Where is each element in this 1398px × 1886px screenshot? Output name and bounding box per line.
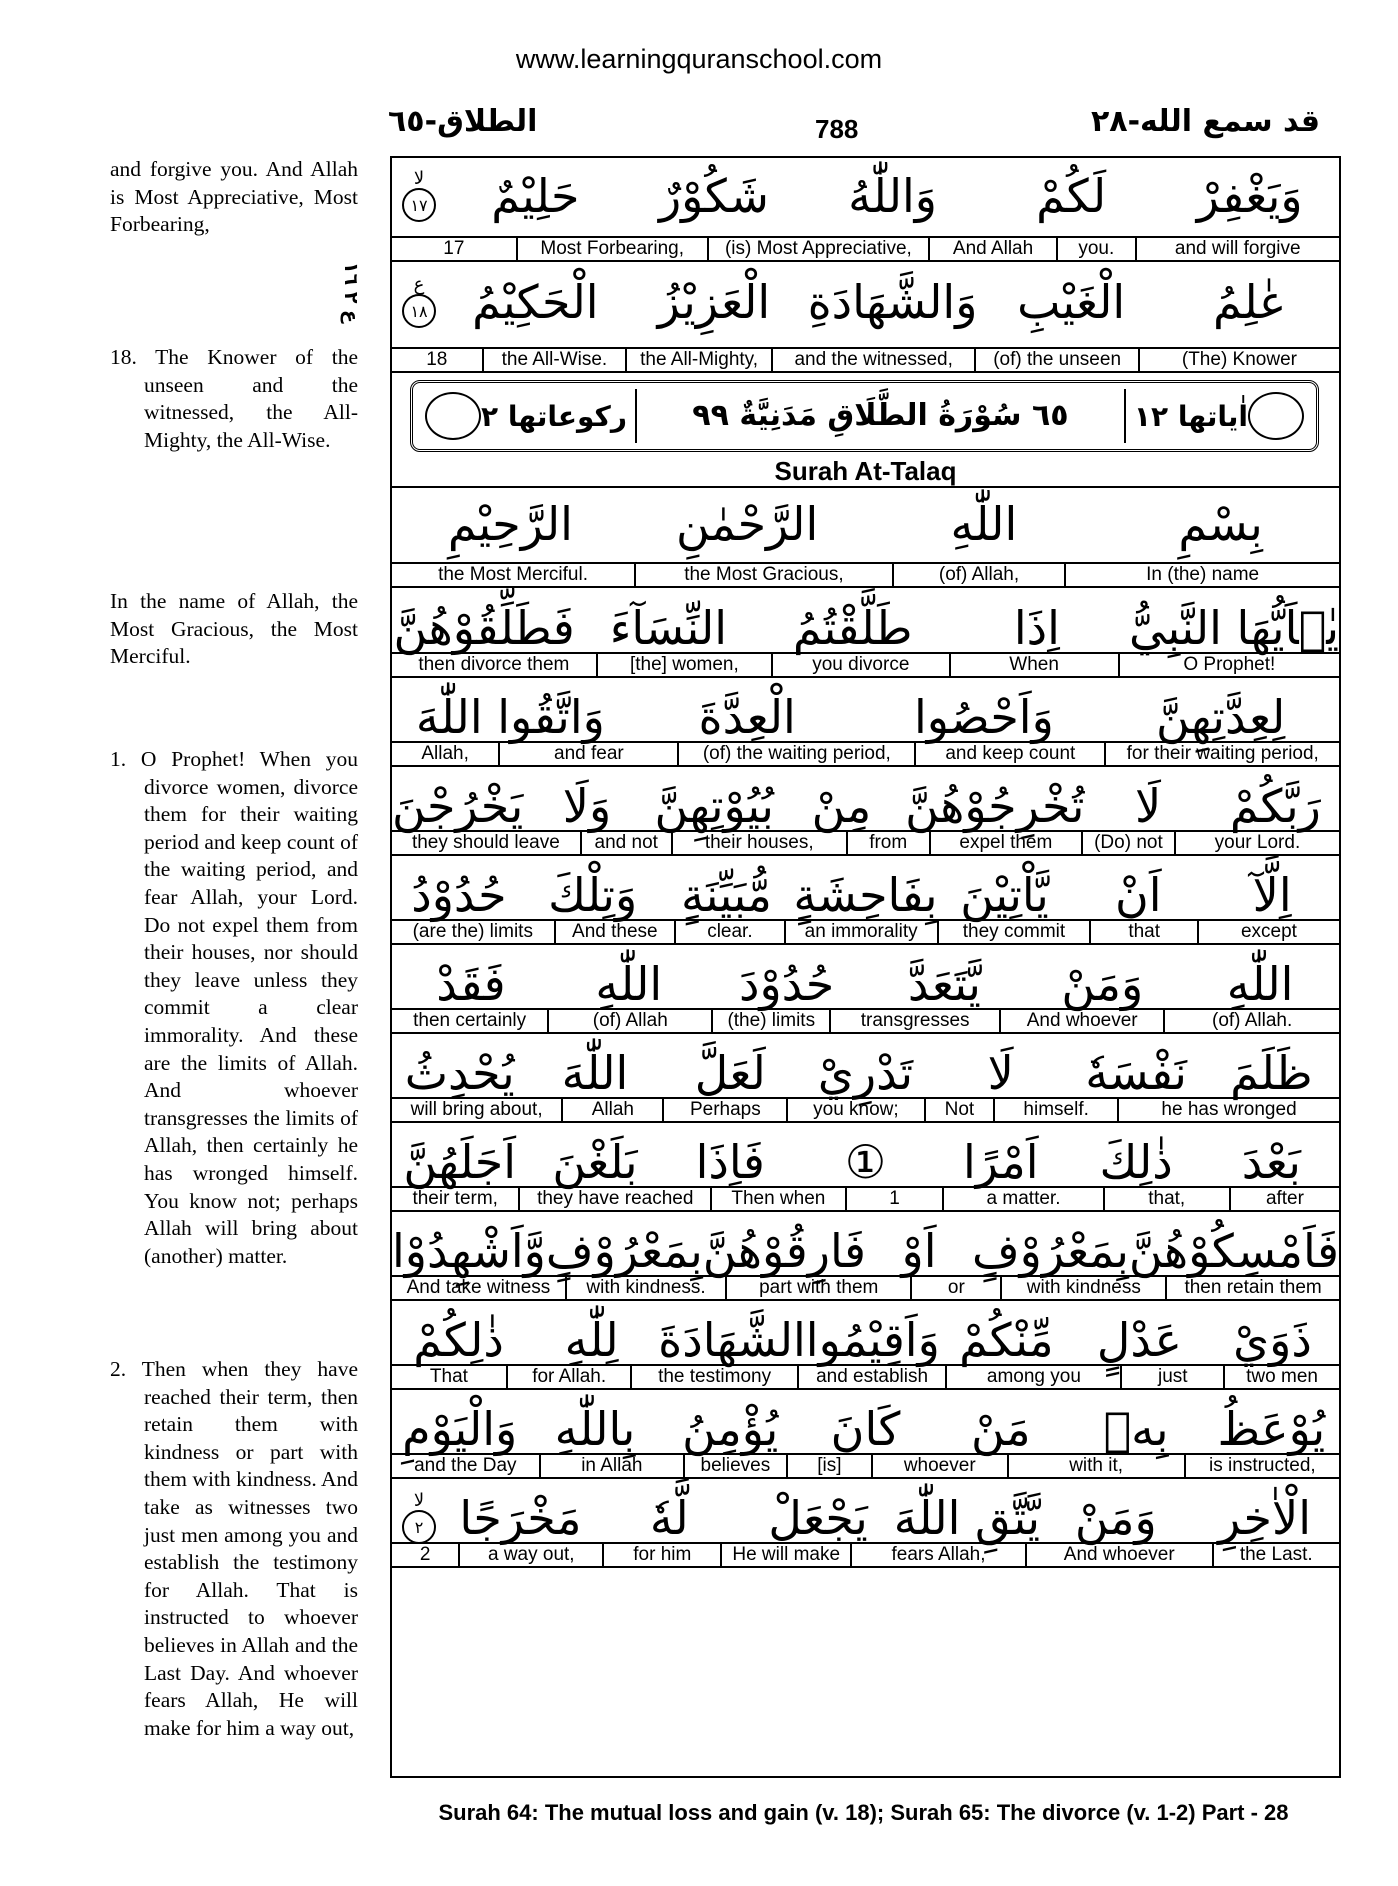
stop-sign: لا bbox=[413, 1490, 425, 1511]
arabic-word: اَنْ bbox=[1115, 868, 1162, 922]
english-gloss-row bbox=[392, 652, 1339, 678]
verse-number-circle-icon: ٢ bbox=[402, 1510, 436, 1544]
arabic-word: بِهٖ bbox=[1103, 1402, 1169, 1456]
english-gloss: and the witnessed, bbox=[771, 349, 974, 371]
english-gloss: O Prophet! bbox=[1118, 654, 1339, 676]
english-gloss: 1 bbox=[845, 1188, 943, 1210]
stop-sign: لا bbox=[413, 168, 425, 189]
english-gloss: [the] women, bbox=[596, 654, 771, 676]
english-gloss: you know; bbox=[786, 1099, 923, 1121]
english-gloss-row bbox=[392, 830, 1339, 856]
english-gloss: that, bbox=[1103, 1188, 1229, 1210]
banner-surah-title: ٦٥ سُوْرَةُ الطَّلَاقِ مَدَنِيَّةٌ ٩٩ bbox=[635, 389, 1126, 443]
english-gloss: whoever bbox=[871, 1455, 1007, 1477]
arabic-word: لَعَلَّ bbox=[694, 1046, 766, 1100]
english-gloss: Then when bbox=[710, 1188, 845, 1210]
arabic-word: الرَّحِيْمِ bbox=[447, 497, 573, 551]
header-surah: الطلاق-٦٥ bbox=[388, 104, 538, 139]
arabic-word: يُؤْمِنُ bbox=[682, 1402, 779, 1456]
arabic-word: ذٰلِكُمْ bbox=[413, 1313, 504, 1367]
surah-banner bbox=[410, 380, 1319, 452]
translation-para: 2. Then when they have reached their term, then retain them with kindness or part with them with kindness. And take as witnesses two just men among you and establish the testimony for Allah. That is instructed to whoever believes in Allah and the Last Day. And whoever fears Allah, He will make for him a way out, bbox=[110, 1357, 358, 1740]
arabic-word: بَلَغْنَ bbox=[552, 1135, 638, 1189]
ornament-right-icon bbox=[1248, 392, 1304, 440]
english-gloss: Most Forbearing, bbox=[516, 238, 707, 260]
english-gloss-row bbox=[392, 1008, 1339, 1034]
english-gloss: expel them bbox=[929, 832, 1081, 854]
arabic-word: شَكُوْرٌ bbox=[658, 169, 769, 223]
english-gloss: the testimony bbox=[630, 1366, 796, 1388]
english-gloss: believes bbox=[683, 1455, 786, 1477]
english-gloss: and establish bbox=[797, 1366, 946, 1388]
arabic-word: اللّٰهَ bbox=[561, 1046, 629, 1100]
arabic-row bbox=[392, 488, 1339, 560]
arabic-word: يٰۤاَيُّهَا النَّبِيُّ bbox=[1129, 601, 1339, 655]
arabic-word: مَخْرَجًا bbox=[459, 1491, 582, 1545]
translation-para: 1. O Prophet! When you divorce women, divorce them for their waiting period and keep count of the waiting period, and fear Allah, your Lord. Do not expel them from their houses, nor should they leave unless they commit a clear immorality. And these are the limits of Allah. And whoever transgresses the limits of Allah, then certainly he has wronged himself. You know not; perhaps Allah will bring about (another) matter. bbox=[110, 747, 358, 1268]
arabic-word: يَخْرُجْنَ bbox=[391, 779, 524, 833]
arabic-word: وَاَحْصُوا bbox=[913, 690, 1054, 744]
english-gloss: then certainly bbox=[413, 1010, 527, 1031]
arabic-word: الْعِدَّةَ bbox=[698, 690, 796, 744]
english-gloss: a way out, bbox=[458, 1544, 602, 1566]
arabic-word: وَيَغْفِرْ bbox=[1196, 169, 1303, 223]
english-gloss: your Lord. bbox=[1174, 832, 1339, 854]
arabic-word: الرَّحْمٰنِ bbox=[676, 497, 819, 551]
arabic-word: رَبَّكُمْ bbox=[1229, 779, 1321, 833]
english-gloss: will bring about, bbox=[410, 1099, 543, 1120]
english-gloss: and keep count bbox=[914, 743, 1104, 765]
arabic-word: النِّسَآءَ bbox=[609, 601, 728, 655]
english-gloss: they commit bbox=[937, 921, 1090, 943]
english-gloss: (of) Allah. bbox=[1163, 1010, 1339, 1032]
arabic-word: مُّبَيِّنَةٍ bbox=[681, 868, 772, 922]
english-gloss: And take witness bbox=[406, 1277, 551, 1298]
arabic-word: وَالْيَوْمِ bbox=[402, 1402, 518, 1456]
arabic-row bbox=[392, 160, 1339, 232]
arabic-word: فَقَدْ bbox=[436, 957, 506, 1011]
english-gloss: Not bbox=[924, 1099, 994, 1121]
arabic-word: وَمَنْ bbox=[1061, 957, 1144, 1011]
english-gloss: (Do) not bbox=[1081, 832, 1174, 854]
english-gloss: and fear bbox=[498, 743, 677, 765]
arabic-word: بُيُوْتِهِنَّ bbox=[654, 779, 774, 833]
translation-para: and forgive you. And Allah is Most Appreciative, Most Forbearing, bbox=[110, 157, 358, 237]
arabic-word: لِلّٰهِ bbox=[564, 1313, 619, 1367]
english-gloss: and the Day bbox=[414, 1455, 517, 1476]
arabic-word: الْاٰخِرِ bbox=[1218, 1491, 1311, 1545]
arabic-word: اِلَّآ bbox=[1252, 868, 1292, 922]
english-gloss-row bbox=[392, 236, 1339, 262]
english-gloss: or bbox=[910, 1277, 1000, 1299]
english-gloss: (of) the waiting period, bbox=[677, 743, 914, 765]
english-gloss: 18 bbox=[426, 349, 448, 370]
arabic-word: حَلِيْمٌ bbox=[491, 169, 580, 223]
arabic-word: تَدْرِيْ bbox=[817, 1046, 914, 1100]
english-gloss: the Most Gracious, bbox=[634, 564, 892, 586]
english-gloss: And these bbox=[554, 921, 674, 943]
arabic-word: بِاللّٰهِ bbox=[554, 1402, 636, 1456]
arabic-word: وَّاَشْهِدُوْا bbox=[392, 1224, 546, 1278]
verse-number-circle-icon: ١٧ bbox=[402, 188, 436, 222]
english-gloss: you divorce bbox=[771, 654, 948, 676]
arabic-word: اللّٰهِ bbox=[595, 957, 663, 1011]
english-gloss: (of) the unseen bbox=[974, 349, 1138, 371]
english-gloss: you. bbox=[1056, 238, 1134, 260]
banner-ayat-count: اٰياتها ١٢ bbox=[1133, 399, 1248, 433]
english-gloss: except bbox=[1197, 921, 1339, 943]
arabic-word: فَطَلِّقُوْهُنَّ bbox=[393, 601, 575, 655]
arabic-word: اَجَلَهُنَّ bbox=[403, 1135, 516, 1189]
arabic-word: ذَوَيْ bbox=[1233, 1313, 1312, 1367]
verse-end-marker bbox=[392, 170, 446, 222]
arabic-word: لَكُمْ bbox=[1036, 169, 1107, 223]
header-juz: قد سمع الله-٢٨ bbox=[1090, 104, 1320, 139]
arabic-word: يَّاْتِيْنَ bbox=[960, 868, 1049, 922]
arabic-word: وَتِلْكَ bbox=[548, 868, 638, 922]
arabic-word: ① bbox=[844, 1135, 887, 1189]
english-gloss: Allah bbox=[561, 1099, 662, 1121]
english-gloss-row bbox=[392, 562, 1339, 588]
surah-name: Surah At-Talaq bbox=[392, 456, 1339, 488]
english-gloss: and not bbox=[580, 832, 671, 854]
arabic-word: فَاَمْسِكُوْهُنَّ bbox=[1128, 1224, 1339, 1278]
arabic-word: بِمَعْرُوْفٍ bbox=[545, 1224, 703, 1278]
english-gloss: and will forgive bbox=[1135, 238, 1339, 260]
english-gloss: part with them bbox=[725, 1277, 910, 1299]
arabic-word: بَعْدَ bbox=[1241, 1135, 1301, 1189]
english-gloss: after bbox=[1229, 1188, 1339, 1210]
english-gloss: just bbox=[1120, 1366, 1223, 1388]
verse-end-marker bbox=[392, 276, 446, 328]
english-gloss: Allah, bbox=[421, 743, 469, 764]
translation-para: 18. The Knower of the unseen and the witnessed, the All-Mighty, the All-Wise. bbox=[110, 345, 358, 452]
ornament-left-icon bbox=[425, 392, 481, 440]
arabic-word: عٰلِمُ bbox=[1213, 275, 1287, 329]
arabic-word: حُدُوْدَ bbox=[738, 957, 835, 1011]
arabic-word: مِّنْكُمْ bbox=[959, 1313, 1054, 1367]
english-gloss: their term, bbox=[412, 1188, 498, 1209]
english-gloss: clear. bbox=[674, 921, 784, 943]
arabic-word: يَّتَّقِ اللّٰهَ bbox=[893, 1491, 1041, 1545]
english-gloss: (are the) limits bbox=[412, 921, 533, 942]
english-gloss: with it, bbox=[1007, 1455, 1184, 1477]
arabic-word: وَاتَّقُوا اللّٰهَ bbox=[415, 690, 605, 744]
arabic-word: الْعَزِيْزُ bbox=[657, 275, 771, 329]
arabic-word: وَمَنْ bbox=[1074, 1491, 1157, 1545]
english-gloss: among you bbox=[945, 1366, 1120, 1388]
english-gloss-row bbox=[392, 919, 1339, 945]
arabic-word: اَوْ bbox=[901, 1224, 937, 1278]
english-gloss: And whoever bbox=[999, 1010, 1163, 1032]
arabic-word: تُخْرِجُوْهُنَّ bbox=[905, 779, 1085, 833]
arabic-word: وَاَقِيْمُوا bbox=[805, 1313, 940, 1367]
english-gloss: then divorce them bbox=[418, 654, 570, 675]
english-gloss: And whoever bbox=[1025, 1544, 1212, 1566]
english-gloss: the All-Mighty, bbox=[625, 349, 771, 371]
english-gloss: [is] bbox=[786, 1455, 871, 1477]
english-gloss-row bbox=[392, 1275, 1339, 1301]
english-gloss: (is) Most Appreciative, bbox=[707, 238, 928, 260]
arabic-word: حُدُوْدُ bbox=[411, 868, 507, 922]
arabic-word: وَاللّٰهُ bbox=[848, 169, 937, 223]
arabic-word: وَالشَّهَادَةِ bbox=[807, 275, 978, 329]
english-gloss: for their waiting period, bbox=[1104, 743, 1339, 765]
arabic-word: اَمْرًا bbox=[963, 1135, 1039, 1189]
english-gloss: (of) Allah, bbox=[892, 564, 1064, 586]
english-gloss: 17 bbox=[443, 238, 465, 259]
english-gloss: 2 bbox=[419, 1544, 431, 1565]
english-gloss: for him bbox=[602, 1544, 720, 1566]
english-gloss-row bbox=[392, 1097, 1339, 1123]
banner-ruku-count: رکوعاتها ٢ bbox=[481, 399, 627, 433]
arabic-word: الْحَكِيْمُ bbox=[472, 275, 599, 329]
arabic-word: بِفَاحِشَةٍ bbox=[793, 868, 938, 922]
arabic-word: ذٰلِكَ bbox=[1099, 1135, 1173, 1189]
english-gloss: the All-Wise. bbox=[482, 349, 626, 371]
english-gloss: the Most Merciful. bbox=[438, 564, 588, 585]
english-gloss-row bbox=[392, 1453, 1339, 1479]
english-gloss: a matter. bbox=[942, 1188, 1102, 1210]
english-gloss: they should leave bbox=[411, 832, 560, 853]
english-gloss: transgresses bbox=[829, 1010, 999, 1032]
english-gloss: he has wronged bbox=[1117, 1099, 1339, 1121]
english-gloss: fears Allah, bbox=[850, 1544, 1025, 1566]
arabic-word: لَا bbox=[987, 1046, 1014, 1100]
arabic-word: بِسْمِ bbox=[1178, 497, 1263, 551]
arabic-word: لَّهٗ bbox=[649, 1491, 689, 1545]
english-gloss: He will make bbox=[720, 1544, 850, 1566]
arabic-word: لِعِدَّتِهِنَّ bbox=[1155, 690, 1286, 744]
english-gloss: with kindness bbox=[1000, 1277, 1165, 1299]
page-footer: Surah 64: The mutual loss and gain (v. 18); Surah 65: The divorce (v. 1-2) Part - 28 bbox=[438, 1800, 1289, 1825]
arabic-word: اللّٰهِ bbox=[950, 497, 1018, 551]
english-gloss: their houses, bbox=[671, 832, 846, 854]
arabic-word: اللّٰهِ bbox=[1226, 957, 1294, 1011]
arabic-word: مِنْ bbox=[811, 779, 872, 833]
arabic-word: يَجْعَلْ bbox=[768, 1491, 868, 1545]
arabic-word: يُحْدِثُ bbox=[404, 1046, 515, 1100]
arabic-word: ظَلَمَ bbox=[1230, 1046, 1313, 1100]
english-gloss: two men bbox=[1223, 1366, 1339, 1388]
english-gloss-row bbox=[392, 1542, 1339, 1568]
english-gloss-row bbox=[392, 1364, 1339, 1390]
arabic-row bbox=[392, 266, 1339, 338]
arabic-word: يُوْعَظُ bbox=[1217, 1402, 1326, 1456]
english-gloss: the Last. bbox=[1212, 1544, 1339, 1566]
english-gloss-row bbox=[392, 1186, 1339, 1212]
arabic-word: الْغَيْبِ bbox=[1017, 275, 1126, 329]
english-gloss: And Allah bbox=[928, 238, 1056, 260]
english-gloss: an immorality bbox=[784, 921, 937, 943]
word-by-word-panel bbox=[390, 156, 1341, 1778]
arabic-word: الشَّهَادَةَ bbox=[658, 1313, 806, 1367]
english-gloss: Perhaps bbox=[662, 1099, 786, 1121]
arabic-word: فَارِقُوْهُنَّ bbox=[702, 1224, 867, 1278]
english-gloss: with kindness. bbox=[565, 1277, 725, 1299]
english-gloss: When bbox=[949, 654, 1118, 676]
arabic-word: بِمَعْرُوْفٍ bbox=[972, 1224, 1129, 1278]
english-gloss: himself. bbox=[993, 1099, 1117, 1121]
english-gloss: then retain them bbox=[1165, 1277, 1339, 1299]
arabic-word: مَنْ bbox=[970, 1402, 1031, 1456]
english-gloss-row bbox=[392, 347, 1339, 373]
english-gloss: in Allah bbox=[539, 1455, 683, 1477]
arabic-word: كَانَ bbox=[830, 1402, 901, 1456]
arabic-word: نَفْسَهٗ bbox=[1085, 1046, 1187, 1100]
arabic-word: لَا bbox=[1134, 779, 1162, 833]
english-gloss: In (the) name bbox=[1064, 564, 1339, 586]
verse-number-circle-icon: ١٨ bbox=[402, 294, 436, 328]
translation-para: In the name of Allah, the Most Gracious, the Most Merciful. bbox=[110, 589, 358, 669]
page-number: 788 bbox=[815, 114, 859, 144]
english-gloss: is instructed, bbox=[1184, 1455, 1339, 1477]
arabic-word: وَلَا bbox=[562, 779, 612, 833]
english-gloss: (of) Allah bbox=[547, 1010, 711, 1032]
stop-sign: ع bbox=[413, 274, 425, 295]
english-gloss: That bbox=[429, 1366, 468, 1387]
english-gloss: for Allah. bbox=[506, 1366, 631, 1388]
english-gloss: from bbox=[846, 832, 929, 854]
arabic-word: طَلَّقْتُمُ bbox=[792, 601, 913, 655]
arabic-word: عَدْلٍ bbox=[1096, 1313, 1182, 1367]
arabic-word: يَّتَعَدَّ bbox=[907, 957, 981, 1011]
english-gloss: (the) limits bbox=[711, 1010, 829, 1032]
english-gloss: (The) Knower bbox=[1138, 349, 1339, 371]
ruku-marker: ع ٢ ١٦ bbox=[340, 262, 362, 324]
english-gloss-row bbox=[392, 741, 1339, 767]
site-url: www.learningquranschool.com bbox=[515, 44, 883, 74]
arabic-word: فَاِذَا bbox=[695, 1135, 765, 1189]
english-gloss: they have reached bbox=[518, 1188, 710, 1210]
arabic-word: اِذَا bbox=[1013, 601, 1060, 655]
verse-end-marker bbox=[392, 1492, 446, 1544]
english-gloss: that bbox=[1089, 921, 1197, 943]
